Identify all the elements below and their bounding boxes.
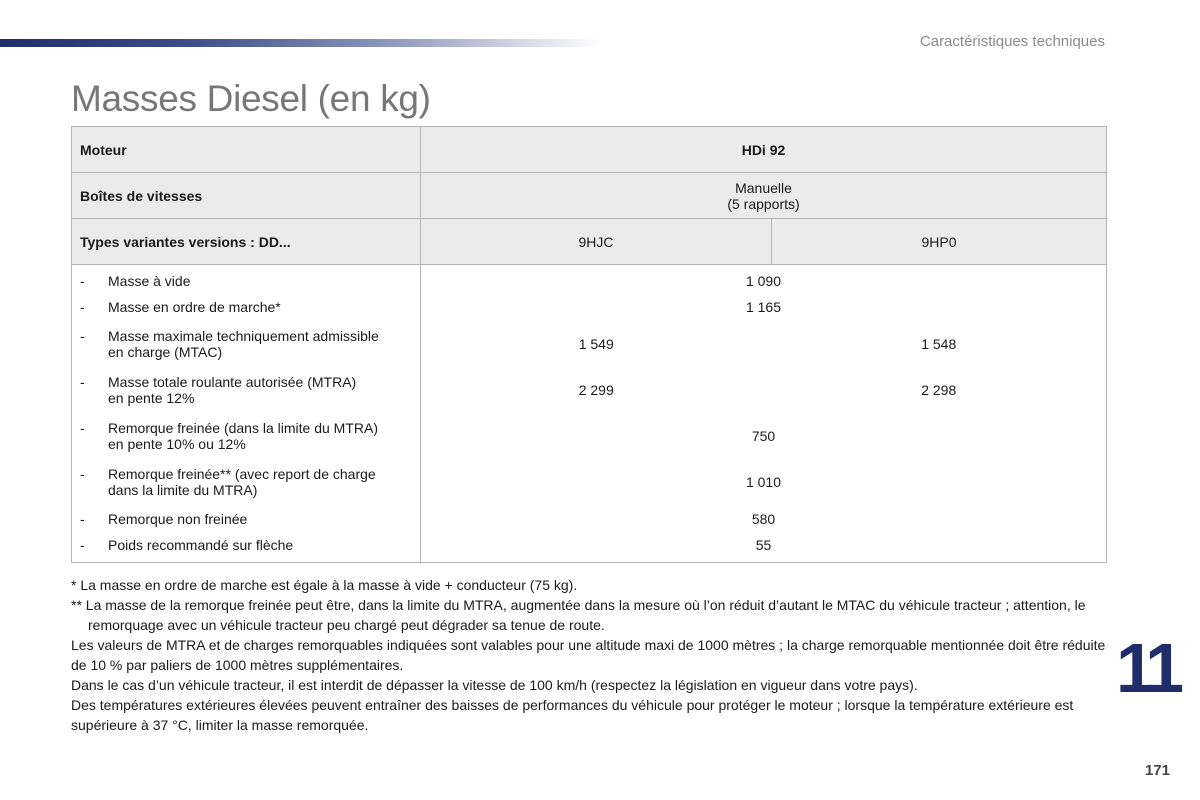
row-value: 1 548 bbox=[921, 335, 957, 352]
row-label: Masse maximale techniquement admissible bbox=[108, 327, 379, 344]
row-dash: - bbox=[80, 272, 85, 289]
variants-label: Types variantes versions : DD... bbox=[72, 219, 421, 265]
engine-label: Moteur bbox=[72, 127, 421, 173]
gearbox-type: Manuelle bbox=[735, 179, 792, 196]
row-value: 1 549 bbox=[578, 335, 614, 352]
row-value: 2 298 bbox=[921, 381, 957, 398]
footnote-2: ** La masse de la remorque freinée peut être, dans la limite du MTRA, augmentée dans la mesure où l’on réduit d’autant le MTAC du véhicule tracteur ; attention, le remorquage avec un véhicule tracteur peu chargé peut dégrader sa tenue de route. bbox=[71, 597, 1086, 633]
row-dash: - bbox=[80, 373, 85, 390]
gearbox-row bbox=[72, 173, 1107, 219]
row-dash: - bbox=[80, 298, 85, 315]
row-label: Poids recommandé sur flèche bbox=[108, 537, 294, 554]
row-value: 750 bbox=[751, 427, 776, 444]
table-row bbox=[72, 321, 1107, 367]
row-dash: - bbox=[80, 537, 85, 554]
row-label-cont: en pente 10% ou 12% bbox=[108, 435, 246, 452]
row-value: 1 010 bbox=[745, 473, 782, 490]
table-row bbox=[72, 293, 1107, 321]
row-value: 580 bbox=[751, 510, 776, 527]
row-value: 2 299 bbox=[578, 381, 614, 398]
row-dash: - bbox=[80, 510, 85, 527]
row-label-cont: en pente 12% bbox=[108, 389, 195, 406]
row-label-cont: en charge (MTAC) bbox=[108, 343, 223, 360]
row-label: Masse totale roulante autorisée (MTRA) bbox=[108, 373, 357, 390]
variants-row bbox=[72, 219, 1107, 265]
row-dash: - bbox=[80, 327, 85, 344]
section-title: Caractéristiques techniques bbox=[919, 33, 1105, 50]
row-label: Remorque freinée (dans la limite du MTRA) bbox=[108, 419, 378, 436]
row-dash: - bbox=[80, 419, 85, 436]
paragraph-altitude: Les valeurs de MTRA et de charges remorquables indiquées sont valables pour une altitude maxi de 1000 mètres ; la charge remorquable mentionnée doit être réduite de 10 % par paliers de 1000 mètres supplémentaires. bbox=[71, 637, 1106, 673]
row-label: Masse en ordre de marche* bbox=[108, 298, 281, 315]
paragraph-speed: Dans le cas d’un véhicule tracteur, il est interdit de dépasser la vitesse de 100 km/h (respectez la législation en vigueur dans votre pays). bbox=[71, 677, 918, 693]
gearbox-value bbox=[421, 173, 1107, 219]
chapter-number: 11 bbox=[1116, 629, 1178, 707]
table-row bbox=[72, 459, 1107, 505]
table-row bbox=[72, 367, 1107, 413]
footnote-1: * La masse en ordre de marche est égale à la masse à vide + conducteur (75 kg). bbox=[71, 577, 578, 593]
variant-1: 9HJC bbox=[421, 219, 772, 265]
gearbox-label: Boîtes de vitesses bbox=[72, 173, 421, 219]
row-label-cont: dans la limite du MTRA) bbox=[108, 481, 258, 498]
row-label: Remorque non freinée bbox=[108, 510, 248, 527]
engine-value: HDi 92 bbox=[421, 127, 1107, 173]
paragraph-temperature: Des températures extérieures élevées peuvent entraîner des baisses de performances du véhicule pour protéger le moteur ; lorsque la température extérieure est supérieure à 37 °C, limiter la masse remorquée. bbox=[71, 697, 1074, 733]
row-label: Remorque freinée** (avec report de charge bbox=[108, 465, 376, 482]
table-row bbox=[72, 265, 1107, 293]
table-row bbox=[72, 533, 1107, 563]
row-value: 1 165 bbox=[745, 298, 782, 315]
row-value: 1 090 bbox=[745, 272, 782, 289]
mass-table bbox=[71, 126, 1107, 563]
footnotes bbox=[71, 575, 1111, 735]
table-row bbox=[72, 413, 1107, 459]
page-number: 171 bbox=[1144, 762, 1170, 779]
engine-row bbox=[72, 127, 1107, 173]
row-dash: - bbox=[80, 465, 85, 482]
page-title: Masses Diesel (en kg) bbox=[71, 78, 431, 119]
row-label: Masse à vide bbox=[108, 272, 191, 289]
row-value: 55 bbox=[755, 537, 772, 554]
variant-2: 9HP0 bbox=[772, 219, 1107, 265]
header-accent-bar bbox=[0, 39, 600, 47]
gearbox-ratios: (5 rapports) bbox=[727, 195, 800, 212]
table-row bbox=[72, 505, 1107, 533]
